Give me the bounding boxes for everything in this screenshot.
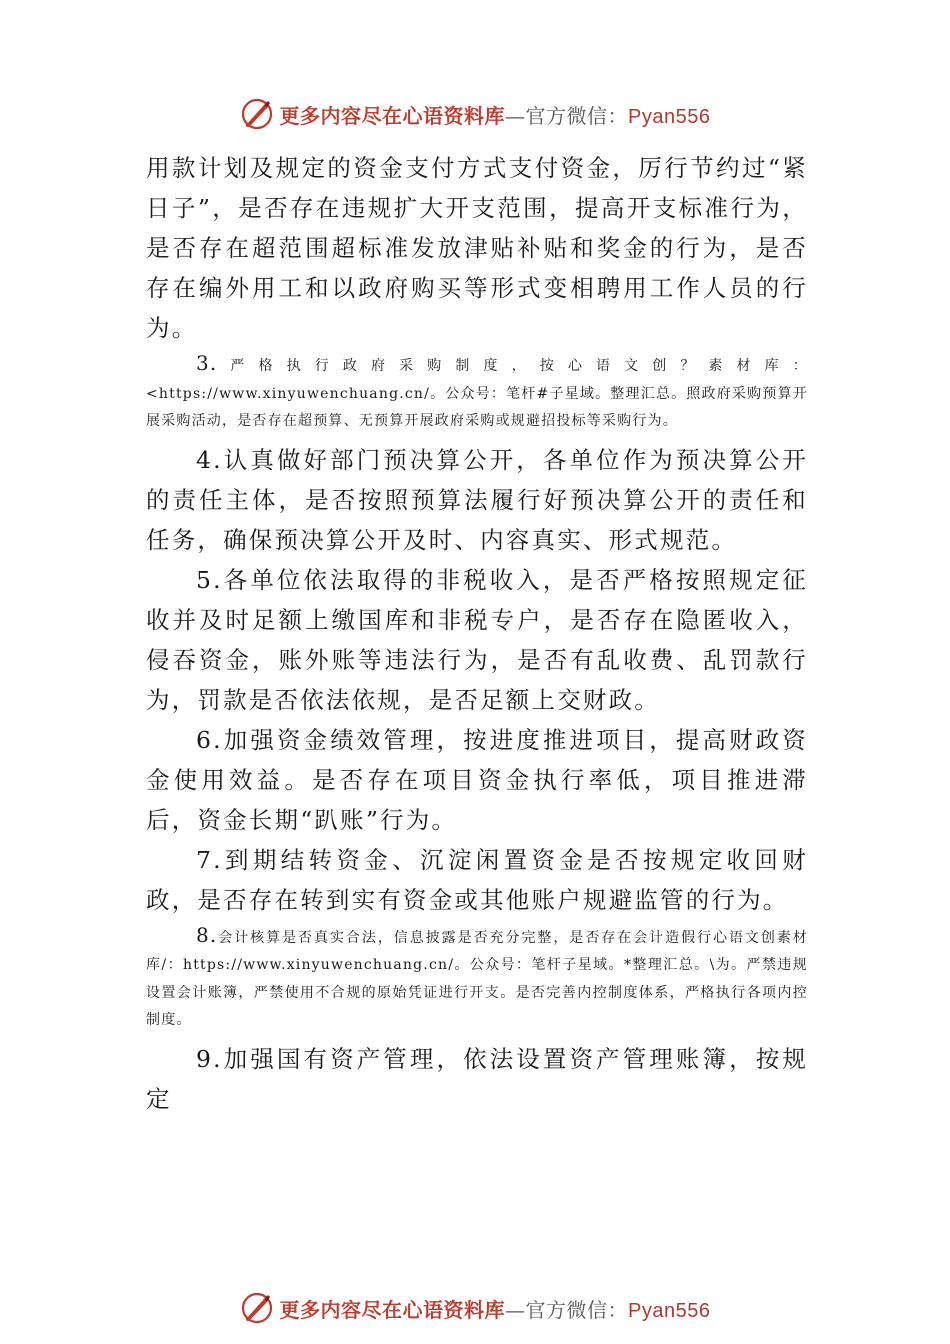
pen-logo-icon xyxy=(240,1291,274,1325)
paragraph-number: 8. xyxy=(196,922,218,947)
banner-official-label: 官方微信： xyxy=(525,1297,629,1322)
banner-wechat-id: Pyan556 xyxy=(628,1299,711,1322)
banner-official-label: 官方微信： xyxy=(525,103,629,128)
paragraph-text: 严格执行政府采购制度，按心语文创？素材库：<https://www.xinyuwenchuang.cn/。公众号：笔杆#子星域。整理汇总。照政府采购预算开展采购活动，是否存在超预算、无预算开展政府采购或规避招投标等采购行为。 xyxy=(146,358,808,429)
banner-dash: — xyxy=(505,1297,526,1322)
header-banner-text xyxy=(280,100,711,129)
paragraph-7: 7.到期结转资金、沉淀闲置资金是否按规定收回财政，是否存在转到实有资金或其他账户规避监管的行为。 xyxy=(146,845,808,914)
paragraph-continued: 用款计划及规定的资金支付方式支付资金，厉行节约过“紧日子”，是否存在违规扩大开支范围，提高开支标准行为，是否存在超范围超标准发放津贴补贴和奖金的行为，是否存在编外用工和以政府购买等形式变相聘用工作人员的行为。 xyxy=(146,154,808,342)
document-body xyxy=(146,148,808,1119)
paragraph-5: 5.各单位依法取得的非税收入，是否严格按照规定征收并及时足额上缴国库和非税专户，是否存在隐匿收入，侵吞资金，账外账等违法行为，是否有乱收费、乱罚款行为，罚款是否依法依规，是否足额上交财政。 xyxy=(146,565,808,714)
paragraph-9: 9.加强国有资产管理，依法设置资产管理账簿，按规定 xyxy=(146,1044,808,1113)
pen-logo-icon xyxy=(240,97,274,131)
banner-dash: — xyxy=(505,103,526,128)
header-banner xyxy=(0,94,950,134)
footer-banner xyxy=(0,1288,950,1328)
paragraph-3 xyxy=(146,350,808,436)
paragraph-4: 4.认真做好部门预决算公开，各单位作为预决算公开的责任主体，是否按照预算法履行好预决算公开的责任和任务，确保预决算公开及时、内容真实、形式规范。 xyxy=(146,445,808,554)
banner-wechat-id: Pyan556 xyxy=(628,105,711,128)
footer-banner-text xyxy=(280,1294,711,1323)
paragraph-text: 会计核算是否真实合法，信息披露是否充分完整，是否存在会计造假行心语文创素材库/：https://www.xinyuwenchuang.cn/。公众号：笔杆子星域。*整理汇总。\为。严禁违规设置会计账簿，严禁使用不合规的原始凭证进行开支。是否完善内控制度体系，严格执行各项内控制度。 xyxy=(146,929,808,1028)
paragraph-8 xyxy=(146,922,808,1035)
banner-main-text: 更多内容尽在心语资料库 xyxy=(279,103,506,128)
banner-main-text: 更多内容尽在心语资料库 xyxy=(279,1297,506,1322)
paragraph-6: 6.加强资金绩效管理，按进度推进项目，提高财政资金使用效益。是否存在项目资金执行率低，项目推进滞后，资金长期“趴账”行为。 xyxy=(146,725,808,834)
paragraph-number: 3. xyxy=(196,351,218,375)
